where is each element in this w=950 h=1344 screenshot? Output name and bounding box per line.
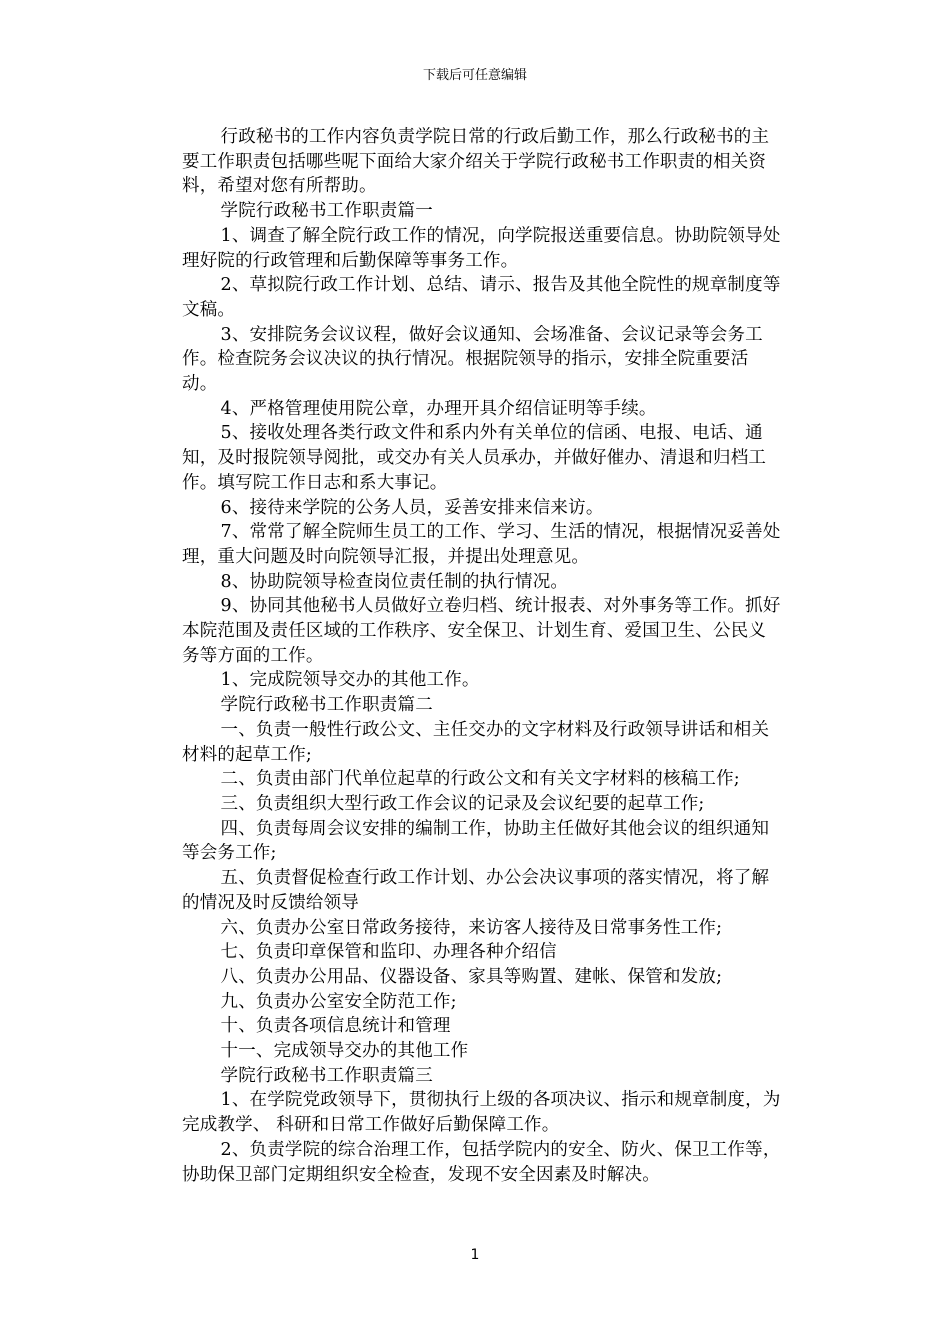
paragraph: 9、协同其他秘书人员做好立卷归档、统计报表、对外事务等工作。抓好本院范围及责任区域的工作秩序、安全保卫、计划生育、爱国卫生、公民义务等方面的工作。 <box>182 596 781 666</box>
paragraph: 1、完成院领导交办的其他工作。 <box>220 670 480 691</box>
paragraph: 三、负责组织大型行政工作会议的记录及会议纪要的起草工作; <box>220 793 705 814</box>
page-number: 1 <box>470 1247 480 1263</box>
section-heading-2: 学院行政秘书工作职责篇二 <box>220 695 433 716</box>
paragraph: 一、负责一般性行政公文、主任交办的文字材料及行政领导讲话和相关材料的起草工作; <box>182 719 770 765</box>
section-heading-3: 学院行政秘书工作职责篇三 <box>220 1065 433 1086</box>
paragraph: 3、安排院务会议议程，做好会议通知、会场准备、会议记录等会务工作。检查院务会议决议的执行情况。根据院领导的指示，安排全院重要活动。 <box>182 324 763 395</box>
paragraph: 2、草拟院行政工作计划、总结、请示、报告及其他全院性的规章制度等文稿。 <box>182 275 781 320</box>
paragraph: 6、接待来学院的公务人员，妥善安排来信来访。 <box>220 497 604 518</box>
paragraph: 七、负责印章保管和监印、办理各种介绍信 <box>220 942 557 963</box>
paragraph: 5、接收处理各类行政文件和系内外有关单位的信函、电报、电话、通知，及时报院领导阅批，或交办有关人员承办，并做好催办、清退和归档工作。填写院工作日志和系大事记。 <box>182 423 767 493</box>
paragraph: 十一、完成领导交办的其他工作 <box>220 1041 469 1062</box>
paragraph: 7、常常了解全院师生员工的工作、学习、生活的情况，根据情况妥善处理，重大问题及时向院领导汇报，并提出处理意见。 <box>182 522 781 567</box>
paragraph: 五、负责督促检查行政工作计划、办公会决议事项的落实情况，将了解的情况及时反馈给领导 <box>182 868 770 913</box>
document-body <box>182 125 782 1187</box>
intro-paragraph: 行政秘书的工作内容负责学院日常的行政后勤工作，那么行政秘书的主要工作职责包括哪些呢下面给大家介绍关于学院行政秘书工作职责的相关资料，希望对您有所帮助。 <box>182 127 770 197</box>
paragraph: 二、负责由部门代单位起草的行政公文和有关文字材料的核稿工作; <box>220 769 740 790</box>
section-heading-1: 学院行政秘书工作职责篇一 <box>220 201 433 222</box>
paragraph: 八、负责办公用品、仪器设备、家具等购置、建帐、保管和发放; <box>220 966 723 987</box>
paragraph: 1、在学院党政领导下，贯彻执行上级的各项决议、指示和规章制度，为完成教学、 科研和日常工作做好后勤保障工作。 <box>182 1090 781 1136</box>
paragraph: 2、负责学院的综合治理工作，包括学院内的安全、防火、保卫工作等，协助保卫部门定期组织安全检查，发现不安全因素及时解决。 <box>182 1139 781 1185</box>
paragraph: 六、负责办公室日常政务接待，来访客人接待及日常事务性工作; <box>220 917 723 938</box>
page-header: 下载后可任意编辑 <box>422 68 527 83</box>
paragraph: 九、负责办公室安全防范工作; <box>220 991 457 1012</box>
paragraph: 4、严格管理使用院公章，办理开具介绍信证明等手续。 <box>220 398 657 419</box>
paragraph: 四、负责每周会议安排的编制工作，协助主任做好其他会议的组织通知等会务工作; <box>182 818 770 864</box>
paragraph: 十、负责各项信息统计和管理 <box>220 1016 451 1037</box>
paragraph: 8、协助院领导检查岗位责任制的执行情况。 <box>220 571 569 592</box>
paragraph: 1、调查了解全院行政工作的情况，向学院报送重要信息。协助院领导处理好院的行政管理和后勤保障等事务工作。 <box>182 225 781 271</box>
